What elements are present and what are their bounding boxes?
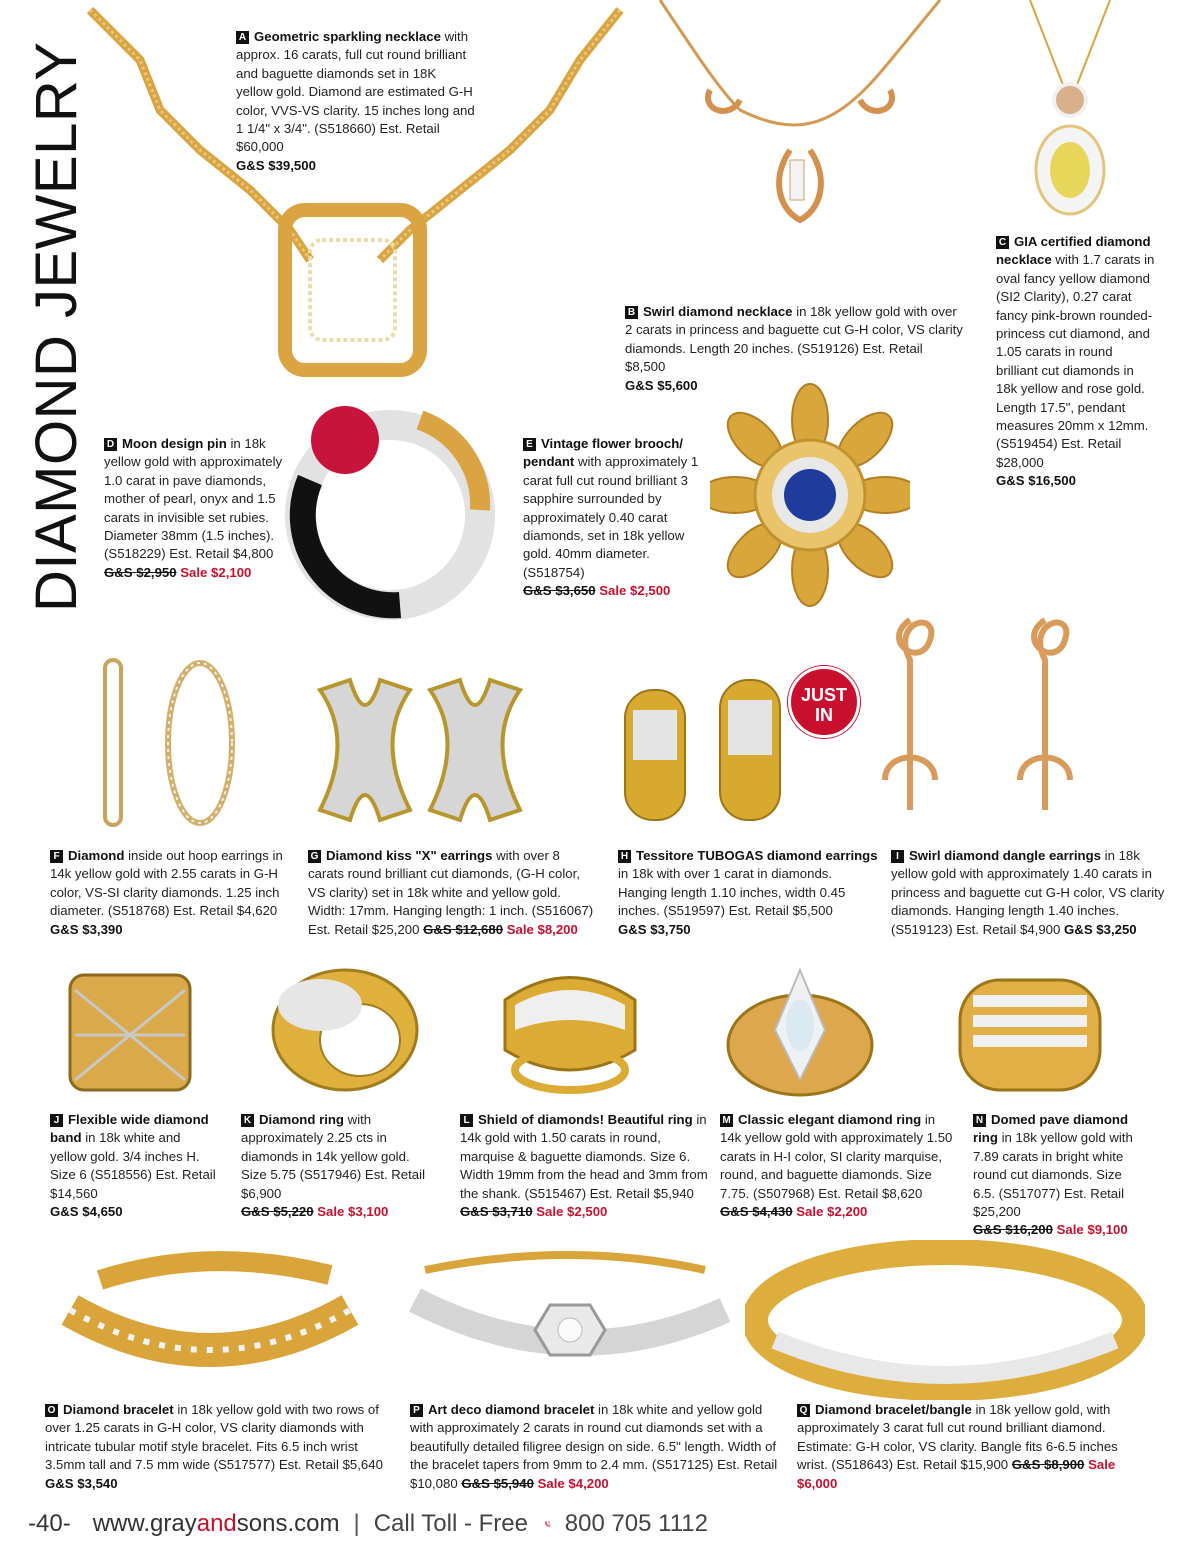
bracelet-o-image	[60, 1250, 360, 1400]
gs-price: G&S $3,750	[618, 921, 691, 937]
gs-price: G&S $3,650	[523, 583, 596, 599]
gs-price: G&S $5,600	[625, 377, 698, 393]
item-j-desc	[50, 1111, 220, 1221]
item-i-desc	[891, 847, 1166, 939]
earrings-i-image	[870, 610, 1090, 835]
gs-price: G&S $12,680	[423, 921, 504, 937]
gs-price: G&S $16,500	[996, 473, 1076, 489]
bangle-q-image	[745, 1240, 1145, 1400]
sale-price: Sale $8,200	[506, 921, 578, 937]
item-a-desc	[236, 28, 476, 175]
item-name: Diamond ring	[259, 1112, 344, 1127]
ring-n-image	[955, 970, 1105, 1100]
gs-price: G&S $3,250	[1064, 921, 1137, 937]
gs-price: G&S $5,940	[461, 1475, 534, 1491]
pin-d-image	[280, 390, 500, 620]
item-name: Diamond	[68, 848, 125, 863]
necklace-c-image	[1010, 0, 1130, 230]
gs-price: G&S $4,430	[720, 1204, 793, 1220]
brooch-e-image	[710, 380, 910, 610]
sale-price: Sale $4,200	[537, 1475, 609, 1491]
phone-icon	[544, 1508, 551, 1540]
item-name: Classic elegant diamond ring	[738, 1112, 922, 1127]
item-details: in 18k yellow gold with over 2 carats in princess and baguette cut G-H color, VS clarity diamonds. Length 20 inches. (S519126) Est. Retail $8,500	[625, 304, 963, 375]
item-q-desc	[797, 1401, 1142, 1493]
item-name: Diamond bracelet	[63, 1402, 174, 1417]
item-letter: Q	[797, 1404, 810, 1417]
item-name: GIA certified diamond necklace	[996, 234, 1151, 268]
ring-l-image	[495, 960, 645, 1100]
item-name: Swirl diamond necklace	[643, 304, 793, 319]
item-details: with approximately 1 carat full cut round brilliant 3 sapphire surrounded by approximately 0.40 carat diamonds, set in 18k yellow gold. 40mm diameter. (S518754)	[523, 454, 699, 580]
item-details: with approx. 16 carats, full cut round brilliant and baguette diamonds set in 18K yellow gold. Diamond are estimated G-H color, VVS-VS clarity. 15 inches long and 1 1/4" x 3/4". (S518660) Est. Retail $60,000	[236, 29, 475, 155]
item-o-desc	[45, 1401, 390, 1493]
item-name: Diamond kiss "X" earrings	[326, 848, 493, 863]
gs-price: G&S $4,650	[50, 1204, 123, 1220]
item-name: Art deco diamond bracelet	[428, 1402, 595, 1417]
item-details: in 18k white and yellow gold. 3/4 inches H. Size 6 (S518556) Est. Retail $14,560	[50, 1130, 216, 1201]
item-name: Geometric sparkling necklace	[254, 29, 441, 44]
item-letter: O	[45, 1404, 58, 1417]
item-details: in 18k white and yellow gold with approximately 2 carats in round cut diamonds set with a beautifully detailed filigree design on side. 6.5" length. Width of the bracelet tapers from 9mm to 2.4 mm. (S517125) Est. Retail $10,080	[410, 1402, 778, 1491]
item-letter: B	[625, 306, 638, 319]
item-details: in 18k with over 1 carat in diamonds. Hanging length 1.10 inches, width 0.45 inches. (S519597) Est. Retail $5,500	[618, 866, 846, 919]
item-f-desc	[50, 847, 295, 939]
item-letter: M	[720, 1114, 733, 1127]
item-letter: G	[308, 850, 321, 863]
gs-price: G&S $3,540	[45, 1475, 118, 1491]
item-name: Swirl diamond dangle earrings	[909, 848, 1101, 863]
item-details: in 14k gold with 1.50 carats in round, marquise & baguette diamonds. Size 6. Width 19mm from the head and 3mm from the shank. (S515467) Est. Retail $5,940	[460, 1112, 708, 1201]
item-g-desc	[308, 847, 598, 939]
footer	[28, 1504, 708, 1544]
website-link[interactable]: www.grayandsons.com	[92, 1510, 340, 1537]
item-letter: F	[50, 850, 63, 863]
ring-j-image	[60, 960, 200, 1100]
sale-price: Sale $3,100	[317, 1204, 389, 1220]
item-details: with approximately 2.25 cts in diamonds in 14k yellow gold. Size 5.75 (S517946) Est. Retail $6,900	[241, 1112, 425, 1201]
necklace-b-image	[640, 0, 960, 260]
item-b-desc	[625, 303, 965, 395]
item-details: in 14k yellow gold with approximately 1.50 carats in H-I color, SI clarity marquise, round, and baguette diamonds. Size 7.75. (S507968) Est. Retail $8,620	[720, 1112, 953, 1201]
item-letter: P	[410, 1404, 423, 1417]
item-d-desc	[104, 435, 284, 582]
call-label: Call Toll - Free	[373, 1510, 528, 1537]
gs-price: G&S $8,900	[1011, 1457, 1085, 1473]
item-name: Vintage flower brooch/ pendant	[523, 436, 683, 470]
gs-price: G&S $3,390	[50, 921, 123, 937]
item-name: Tessitore TUBOGAS diamond earrings	[636, 848, 878, 863]
item-p-desc	[410, 1401, 780, 1493]
item-letter: H	[618, 850, 631, 863]
item-k-desc	[241, 1111, 436, 1221]
item-c-desc	[996, 233, 1156, 491]
sale-price: Sale $6,000	[797, 1457, 1116, 1491]
item-details: in 18k yellow gold with 7.89 carats in bright white round cut diamonds. Size 6.5. (S517077) Est. Retail $25,200	[973, 1130, 1133, 1220]
sale-price: Sale $2,200	[796, 1204, 868, 1220]
item-m-desc	[720, 1111, 960, 1221]
gs-price: G&S $2,950	[104, 564, 177, 580]
item-letter: K	[241, 1114, 254, 1127]
item-name: Diamond bracelet/bangle	[815, 1402, 972, 1417]
phone-number[interactable]: 800 705 1112	[564, 1510, 708, 1537]
item-letter: N	[973, 1114, 986, 1127]
sale-price: Sale $2,100	[180, 564, 252, 580]
item-details: in 18k yellow gold, with approximately 3 carat full cut round brilliant diamond. Estimate: G-H color, VS clarity. Bangle fits 6-6.5 inches wrist. (S518643) Est. Retail $15,900	[797, 1402, 1118, 1473]
item-name: Domed pave diamond ring	[973, 1112, 1129, 1146]
item-details: in 18k yellow gold with approximately 1.0 carat in pave diamonds, mother of pearl, onyx and 1.5 carats in invisible set rubies. Diameter 38mm (1.5 inches). (S518229) Est. Retail $4,800	[104, 436, 283, 562]
item-letter: L	[460, 1114, 473, 1127]
item-details: inside out hoop earrings in 14k yellow gold with 2.55 carats in G-H color, VS-SI clarity diamonds. 1.25 inch diameter. (S518768) Est. Retail $4,620	[50, 848, 283, 919]
sale-price: Sale $2,500	[536, 1204, 608, 1220]
item-details: in 18k yellow gold with approximately 1.40 carats in princess and baguette cut G-H color, VS clarity diamonds. Hanging length 1.40 inches. (S519123) Est. Retail $4,900	[891, 848, 1165, 937]
item-details: in 18k yellow gold with two rows of over 1.25 carats in G-H color, VS clarity diamonds with intricate tubular motif style bracelet. Fits 6.5 inch wrist 3.5mm tall and 7.5 mm wide (S517577) Est. Retail $5,640	[45, 1402, 383, 1473]
item-letter: I	[891, 850, 904, 863]
gs-price: G&S $39,500	[236, 157, 316, 173]
item-letter: J	[50, 1114, 63, 1127]
item-name: Shield of diamonds! Beautiful ring	[478, 1112, 693, 1127]
just-in-badge: JUST IN	[788, 666, 860, 738]
footer-separator: |	[353, 1510, 360, 1537]
ring-m-image	[720, 960, 880, 1100]
ring-k-image	[265, 960, 425, 1100]
item-h-desc	[618, 847, 880, 939]
item-letter: C	[996, 236, 1009, 249]
earrings-g-image	[310, 670, 530, 830]
gs-price: G&S $16,200	[973, 1222, 1053, 1238]
earrings-f-image	[95, 655, 245, 835]
item-n-desc	[973, 1111, 1143, 1240]
sale-price: Sale $9,100	[1056, 1222, 1128, 1238]
page-number: -40-	[28, 1510, 71, 1537]
item-l-desc	[460, 1111, 712, 1221]
bracelet-p-image	[405, 1250, 735, 1395]
item-letter: A	[236, 31, 249, 44]
page-title: DIAMOND JEWELRY	[24, 41, 89, 612]
gs-price: G&S $5,220	[241, 1204, 314, 1220]
item-details: with 1.7 carats in oval fancy yellow diamond (SI2 Clarity), 0.27 carat fancy pink-brown rounded-princess cut diamond, and 1.05 carats in round brilliant cut diamonds in 18k yellow and rose gold. Length 17.5", pendant measures 20mm x 12mm. (S519454) Est. Retail $28,000	[996, 252, 1155, 470]
item-details: with over 8 carats round brilliant cut diamonds, (G-H color, VS clarity) set in 18k white and yellow gold. Width: 17mm. Hanging length: 1 inch. (S516067) Est. Retail $25,200	[308, 848, 594, 937]
item-e-desc	[523, 435, 703, 601]
earrings-h-image	[615, 670, 790, 830]
item-letter: D	[104, 438, 117, 451]
item-name: Moon design pin	[122, 436, 227, 451]
item-letter: E	[523, 438, 536, 451]
item-name: Flexible wide diamond band	[50, 1112, 209, 1146]
sale-price: Sale $2,500	[599, 583, 671, 599]
gs-price: G&S $3,710	[460, 1204, 533, 1220]
